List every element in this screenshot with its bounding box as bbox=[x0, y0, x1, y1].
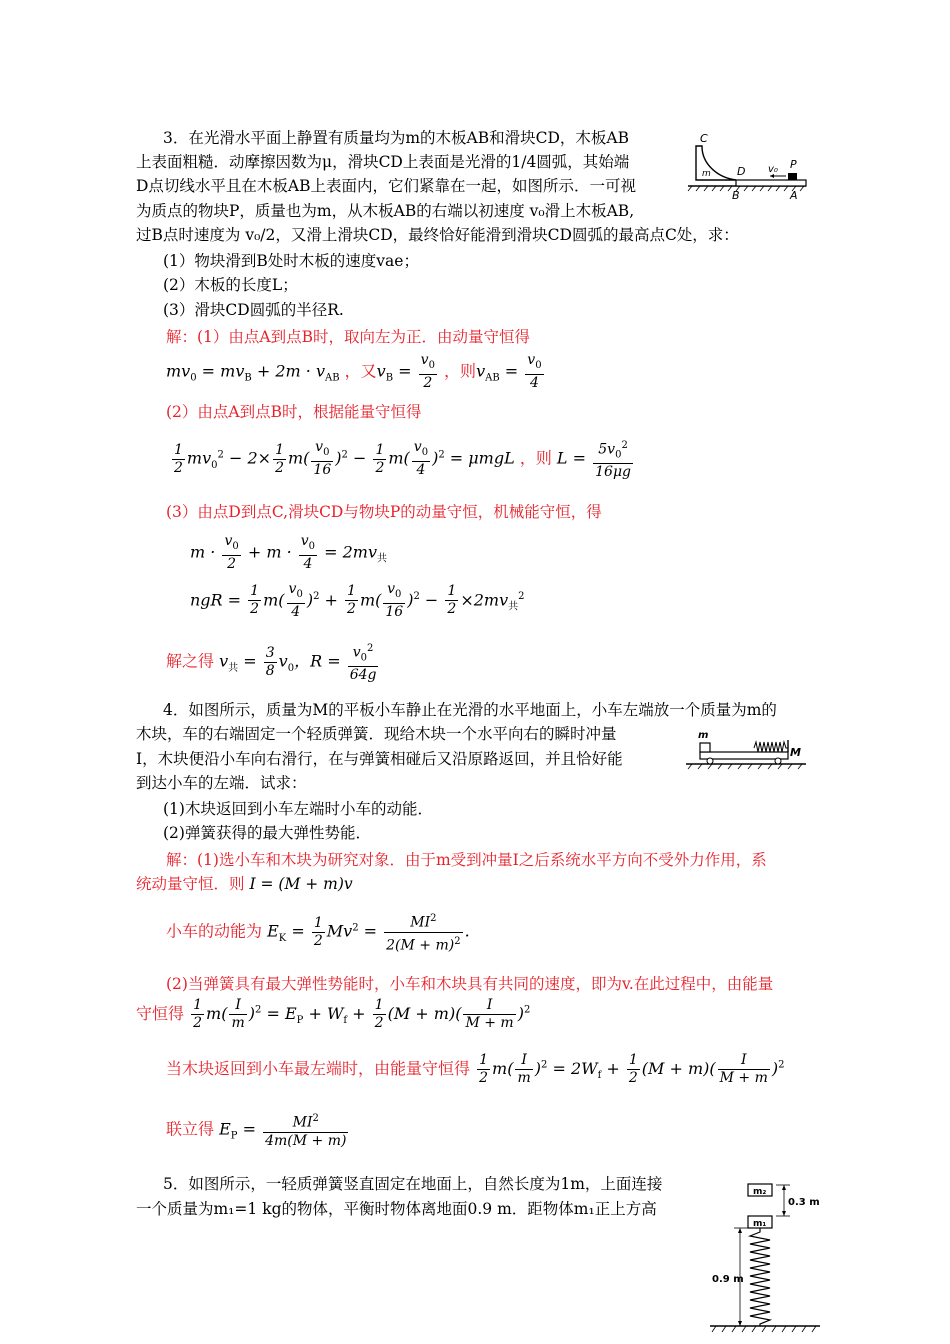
q4-ke-heading: 小车的动能为 bbox=[166, 921, 263, 941]
q3-eq-energy-2: ngR = $\frac{1}{2}$ m( $\frac{v_0}{4}$ )$^2$ + $\frac{1}{2}$ m( $\frac{v_0}{16}$ )$^2$ − $\frac{1}{2}$ $\times 2mv_共^2$ bbox=[190, 581, 525, 620]
q4-eq-kinetic: 小车的动能为 $E_K$ = $\frac{1}{2}$ $Mv^2$ = $\frac{MI^2}{2(M + m)^2}$ . bbox=[166, 910, 470, 954]
q4-line-3: I，木块便沿小车向右滑行，在与弹簧相碰后又沿原路返回，并且恰好能 bbox=[136, 750, 623, 768]
q3-part-2: (2）木板的长度L； bbox=[163, 276, 298, 294]
q3-fig-label-b: B bbox=[732, 189, 740, 202]
q4-eq-momentum: I = (M + m)v bbox=[249, 875, 353, 893]
q3-fig-label-a: A bbox=[790, 189, 798, 202]
q3-eq-connector-3: ，则 bbox=[519, 448, 552, 468]
q3-eq-connector-2: ，则 bbox=[444, 361, 477, 381]
q3-eq-connector-1: ，又 bbox=[344, 361, 377, 381]
q3-line-3: D点切线水平且在木板AB上表面内，它们紧靠在一起，如图所示．一可视 bbox=[136, 177, 637, 195]
q3-line-5: 过B点时速度为 v₀/2，又滑上滑块CD，最终恰好能滑到滑块CD圆弧的最高点C处，求： bbox=[136, 226, 739, 244]
q4-solution-2-text-b: 守恒得 bbox=[136, 1004, 185, 1023]
q5-line-1: 5．如图所示，一轻质弹簧竖直固定在地面上，自然长度为1m，上面连接 bbox=[163, 1175, 663, 1193]
q4-figure bbox=[684, 726, 809, 772]
q4-line-1: 4．如图所示，质量为M的平板小车静止在光滑的水平地面上，小车左端放一个质量为m的 bbox=[163, 701, 777, 719]
q3-line-1: 3．在光滑水平面上静置有质量均为m的木板AB和滑块CD，木板AB bbox=[163, 129, 630, 147]
q4-part-2: (2)弹簧获得的最大弹性势能． bbox=[163, 824, 371, 842]
q4-combine-heading: 联立得 bbox=[166, 1119, 215, 1139]
q3-part-3: (3）滑块CD圆弧的半径R. bbox=[163, 301, 344, 319]
q3-part-1: (1）物块滑到B处时木板的速度vae； bbox=[163, 252, 419, 270]
q3-solution-3-heading: (3）由点D到点C,滑块CD与物块P的动量守恒，机械能守恒，得 bbox=[166, 503, 602, 521]
q3-fig-label-p: P bbox=[790, 158, 797, 171]
q5-fig-label-m1: m₁ bbox=[753, 1219, 767, 1229]
q4-part-1: (1)木块返回到小车左端时小车的动能． bbox=[163, 800, 433, 818]
q3-fig-label-m: m bbox=[702, 169, 711, 179]
q3-line-2: 上表面粗糙．动摩擦因数为μ，滑块CD上表面是光滑的1/4圆弧，其始端 bbox=[136, 153, 630, 171]
q3-eq-result: 解之得 $v_共$ = $\frac{3}{8}$ $v_0$，R = $\frac{v_0^2}{64g}$ bbox=[166, 640, 380, 684]
q3-line-4: 为质点的物块P，质量也为m，从木板AB的右端以初速度 v₀滑上木板AB, bbox=[136, 202, 635, 220]
q4-solution-1-line-b bbox=[136, 872, 353, 896]
q3-fig-label-c: C bbox=[700, 132, 708, 145]
q4-line-4: 到达小车的左端．试求： bbox=[136, 774, 307, 792]
q3-eq-momentum-2: m · $\frac{v_0}{2}$ + m · $\frac{v_0}{4}$ = $2mv_共$ bbox=[190, 533, 388, 572]
q4-line-2: 木块，车的右端固定一个轻质弹簧．现给木块一个水平向右的瞬时冲量 bbox=[136, 725, 617, 743]
q3-fig-label-d: D bbox=[737, 165, 746, 178]
q4-return-heading: 当木块返回到小车最左端时，由能量守恒得 bbox=[166, 1059, 471, 1078]
q4-solution-2-line-a: (2)当弹簧具有最大弹性势能时，小车和木块具有共同的速度，即为v.在此过程中，由能量 bbox=[166, 975, 774, 993]
q5-fig-label-m2: m₂ bbox=[753, 1187, 767, 1197]
q4-solution-1-line-a: 解：(1)选小车和木块为研究对象．由于m受到冲量I之后系统水平方向不受外力作用，系 bbox=[166, 851, 767, 869]
q4-eq-energy-2: 当木块返回到小车最左端时，由能量守恒得 $\frac{1}{2}$ m( $\frac{I}{m}$ )$^2 = 2W_f$ + $\frac{1}{2}$ (M + m)( $\frac{I}{M + m}$ )$^2$ bbox=[166, 1052, 785, 1086]
q3-solution-1-heading: 解：(1）由点A到点B时，取向左为正．由动量守恒得 bbox=[166, 328, 530, 346]
q4-eq-result: 联立得 $E_P$ = $\frac{MI^2}{4m(M + m)}$ bbox=[166, 1110, 350, 1150]
q5-fig-label-height: 0.9 m bbox=[712, 1274, 744, 1285]
q4-fig-label-big-m: M bbox=[790, 746, 801, 759]
q4-eq-energy-1: 守恒得 $\frac{1}{2}$ m( $\frac{I}{m}$ )$^2 = E_P + W_f$ + $\frac{1}{2}$ (M + m)( $\frac{I}{M + m}$ )$^2$ bbox=[136, 997, 531, 1031]
q3-final-heading: 解之得 bbox=[166, 651, 215, 671]
q5-fig-label-gap: 0.3 m bbox=[788, 1197, 820, 1208]
q5-figure bbox=[704, 1178, 824, 1338]
q3-figure bbox=[682, 128, 812, 204]
q5-line-2: 一个质量为m₁=1 kg的物体，平衡时物体离地面0.9 m．距物体m₁正上方高 bbox=[136, 1200, 657, 1218]
q3-solution-2-heading: (2）由点A到点B时，根据能量守恒得 bbox=[166, 403, 422, 421]
q4-solution-1-text-b: 统动量守恒．则 bbox=[136, 875, 245, 893]
q4-fig-label-m: m bbox=[698, 730, 709, 741]
q3-eq-momentum: $mv_0 = mv_B + 2m \cdot v_{AB}$ ，又$v_B$ = $\frac{v_0}{2}$ ，则$v_{AB}$ = $\frac{v_0}{4}$ bbox=[166, 352, 542, 391]
q3-fig-label-v0: v₀ bbox=[768, 164, 778, 175]
q3-eq-energy: $\frac{1}{2}$ $mv_0^2 - 2\times$ $\frac{1}{2}$ m( $\frac{v_0}{16}$ )$^2$ − $\frac{1}{2}$ m( $\frac{v_0}{4}$ )$^2$ = μmgL ，则 L = $\frac{5v_0^2}{16\mu g}$ bbox=[170, 437, 635, 481]
